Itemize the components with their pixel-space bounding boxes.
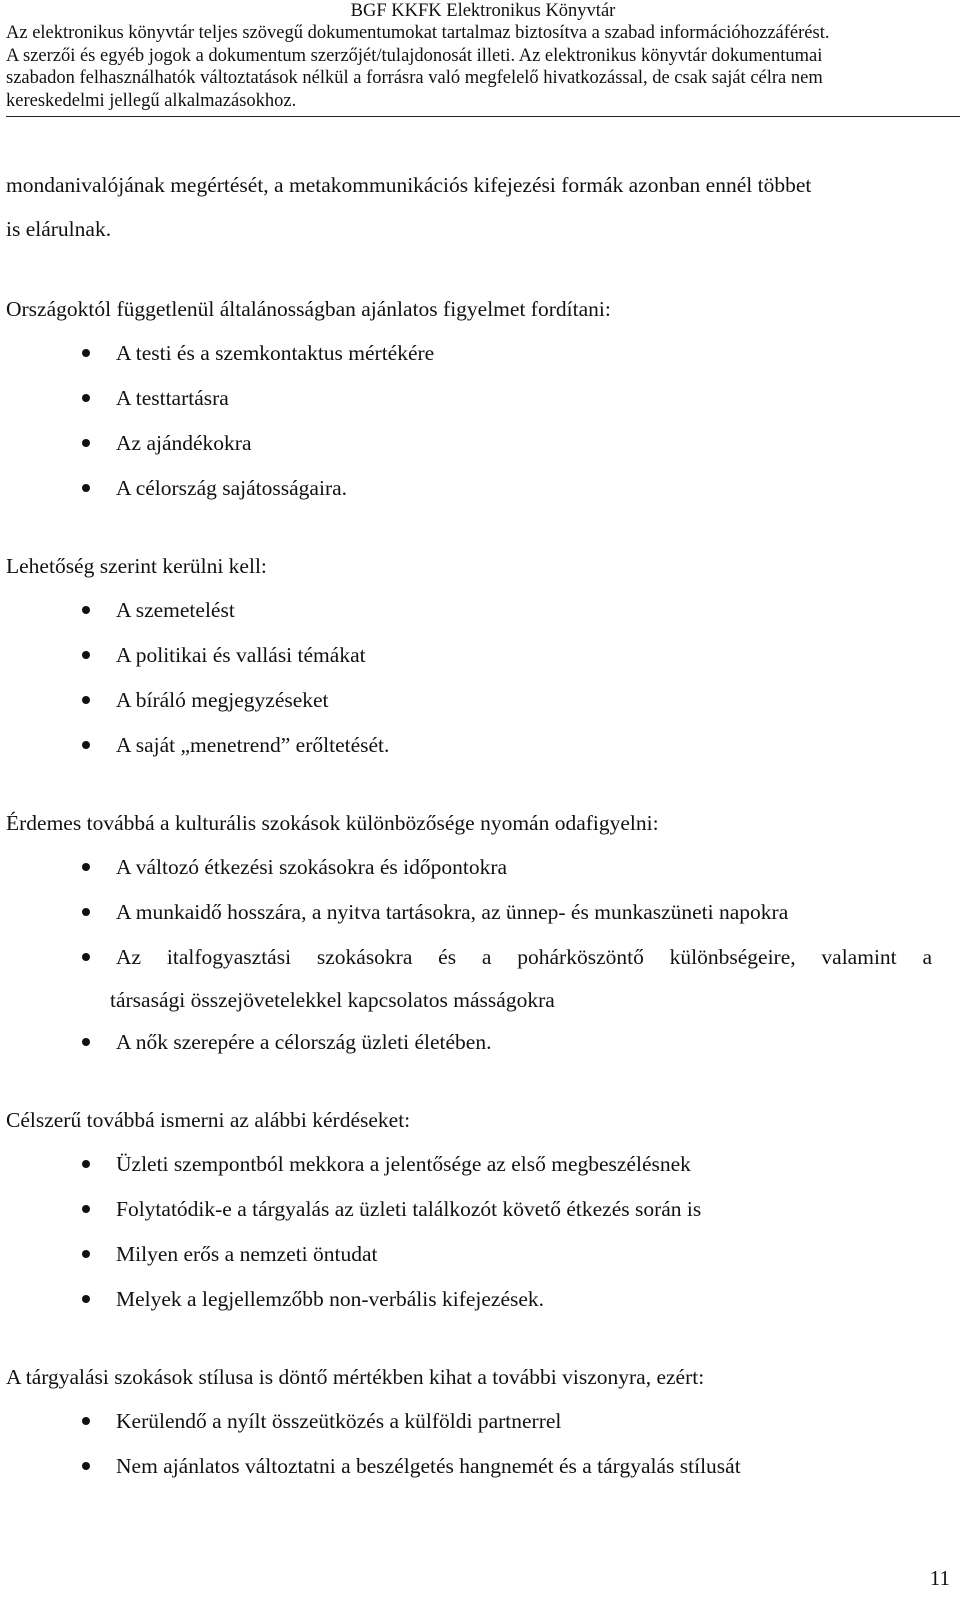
list-item: A politikai és vallási témákat bbox=[6, 633, 932, 678]
list-item: Melyek a legjellemzőbb non-verbális kifejezések. bbox=[6, 1277, 932, 1322]
list-item: Az italfogyasztási szokásokra és a pohárköszöntő különbségeire, valamint a bbox=[6, 935, 932, 980]
list-item: A változó étkezési szokásokra és időpontokra bbox=[6, 845, 932, 890]
intro-line: mondanivalójának megértését, a metakommunikációs kifejezési formák azonban ennél többet bbox=[6, 173, 812, 197]
list-item: Kerülendő a nyílt összeütközés a külföldi partnerrel bbox=[6, 1399, 932, 1444]
bullet-icon bbox=[82, 1205, 90, 1213]
header-notice-line: szabadon felhasználhatók változtatások nélkül a forrásra való megfelelő hivatkozással, de csak saját célra nem bbox=[6, 68, 823, 88]
bullet-list bbox=[6, 588, 932, 768]
list-item: A bíráló megjegyzéseket bbox=[6, 678, 932, 723]
bullet-icon bbox=[82, 484, 90, 492]
list-item: Üzleti szempontból mekkora a jelentősége az első megbeszélésnek bbox=[6, 1142, 932, 1187]
section-heading: Lehetőség szerint kerülni kell: bbox=[6, 554, 267, 578]
list-item: Milyen erős a nemzeti öntudat bbox=[6, 1232, 932, 1277]
bullet-icon bbox=[82, 394, 90, 402]
bullet-icon bbox=[82, 908, 90, 916]
bullet-icon bbox=[82, 1160, 90, 1168]
bullet-icon bbox=[82, 606, 90, 614]
section-heading: Érdemes továbbá a kulturális szokások különbözősége nyomán odafigyelni: bbox=[6, 811, 659, 835]
list-item: A nők szerepére a célország üzleti életében. bbox=[6, 1020, 932, 1065]
intro-paragraph bbox=[6, 163, 932, 251]
page-number: 11 bbox=[929, 1566, 950, 1590]
list-item: A testi és a szemkontaktus mértékére bbox=[6, 331, 932, 376]
list-item: A munkaidő hosszára, a nyitva tartásokra, az ünnep- és munkaszüneti napokra bbox=[6, 890, 932, 935]
list-item: A célország sajátosságaira. bbox=[6, 466, 932, 511]
header-title: BGF KKFK Elektronikus Könyvtár bbox=[350, 1, 616, 21]
section-heading: Országoktól függetlenül általánosságban ajánlatos figyelmet fordítani: bbox=[6, 297, 611, 321]
bullet-icon bbox=[82, 1295, 90, 1303]
list-item: Az ajándékokra bbox=[6, 421, 932, 466]
bullet-list bbox=[6, 1142, 932, 1322]
bullet-icon bbox=[82, 1462, 90, 1470]
list-item-continuation: társasági összejövetelekkel kapcsolatos másságokra bbox=[110, 988, 555, 1012]
bullet-icon bbox=[82, 863, 90, 871]
list-item: A saját „menetrend” erőltetését. bbox=[6, 723, 932, 768]
section-heading: A tárgyalási szokások stílusa is döntő mértékben kihat a további viszonyra, ezért: bbox=[6, 1365, 705, 1389]
intro-line: is elárulnak. bbox=[6, 217, 112, 241]
bullet-icon bbox=[82, 741, 90, 749]
header-notice-line: A szerzői és egyéb jogok a dokumentum szerzőjét/tulajdonosát illeti. Az elektronikus könyvtár dokumentumai bbox=[6, 45, 823, 66]
bullet-icon bbox=[82, 1417, 90, 1425]
section-heading: Célszerű továbbá ismerni az alábbi kérdéseket: bbox=[6, 1108, 411, 1132]
bullet-icon bbox=[82, 651, 90, 659]
bullet-icon bbox=[82, 439, 90, 447]
bullet-list bbox=[6, 845, 932, 1065]
page-header bbox=[6, 0, 960, 117]
bullet-icon bbox=[82, 953, 90, 961]
header-notice-line: Az elektronikus könyvtár teljes szövegű dokumentumokat tartalmaz biztosítva a szabad információhozzáférést. bbox=[6, 23, 830, 43]
bullet-icon bbox=[82, 1250, 90, 1258]
document-body bbox=[6, 163, 932, 1489]
bullet-icon bbox=[82, 1038, 90, 1046]
bullet-list bbox=[6, 1399, 932, 1489]
bullet-icon bbox=[82, 696, 90, 704]
list-item: Nem ajánlatos változtatni a beszélgetés hangnemét és a tárgyalás stílusát bbox=[6, 1444, 932, 1489]
bullet-icon bbox=[82, 349, 90, 357]
bullet-list bbox=[6, 331, 932, 511]
list-item: A szemetelést bbox=[6, 588, 932, 633]
list-item: Folytatódik-e a tárgyalás az üzleti találkozót követő étkezés során is bbox=[6, 1187, 932, 1232]
header-notice-line: kereskedelmi jellegű alkalmazásokhoz. bbox=[6, 90, 297, 111]
list-item: A testtartásra bbox=[6, 376, 932, 421]
